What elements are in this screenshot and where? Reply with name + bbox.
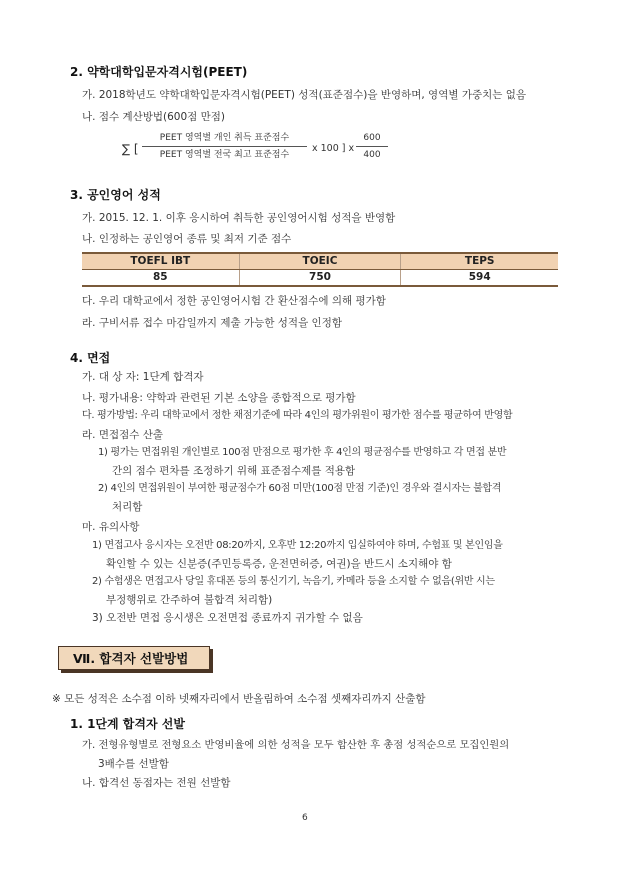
table-header-row: [82, 253, 558, 270]
formula-sigma: ∑ [: [122, 142, 139, 156]
table-cell: 750: [239, 270, 401, 287]
formula-ratio: [356, 132, 388, 161]
interview-item-na: 나. 평가내용: 약학과 관련된 기본 소양을 종합적으로 평가함: [82, 392, 356, 404]
peet-item-na: 나. 점수 계산방법(600점 만점): [82, 111, 226, 123]
interview-item-ga: 가. 대 상 자: 1단계 합격자: [82, 371, 204, 383]
table-cell: 85: [82, 270, 239, 287]
interview-ma-2-cont: 부정행위로 간주하여 불합격 처리함): [106, 594, 273, 606]
table-header: TOEIC: [239, 253, 401, 270]
formula-numerator: PEET 영역별 개인 취득 표준점수: [159, 133, 290, 143]
chapter-title-box: Ⅶ. 합격자 선발방법: [58, 646, 210, 670]
subsection-title-stage1: 1. 1단계 합격자 선발: [70, 717, 185, 731]
fraction-line: [142, 146, 307, 147]
stage1-item-ga-cont: 3배수를 선발함: [98, 758, 169, 770]
english-item-na: 나. 인정하는 공인영어 종류 및 최저 기준 점수: [82, 233, 292, 245]
formula-fraction: [142, 132, 307, 161]
interview-ma-1: 1) 면접고사 응시자는 오전반 08:20까지, 오후반 12:20까지 입실하여야 하며, 수험표 및 본인임을: [92, 540, 503, 551]
section-title-peet: 2. 약학대학입문자격시험(PEET): [70, 65, 248, 79]
interview-ra-2: 2) 4인의 면접위원이 부여한 평균점수가 60점 미만(100점 만점 기준)인 경우와 결시자는 불합격: [98, 483, 502, 494]
interview-ma-3: 3) 오전반 면접 응시생은 오전면접 종료까지 귀가할 수 없음: [92, 612, 363, 624]
interview-ma-2: 2) 수험생은 면접고사 당일 휴대폰 등의 통신기기, 녹음기, 카메라 등을 소지할 수 없음(위반 시는: [92, 576, 495, 587]
table-cell: 594: [401, 270, 558, 287]
section-title-english: 3. 공인영어 성적: [70, 188, 161, 202]
page-number: 6: [302, 813, 308, 823]
rounding-note: ※ 모든 성적은 소수점 이하 넷째자리에서 반올림하여 소수점 셋째자리까지 산출함: [52, 693, 426, 705]
section-title-interview: 4. 면접: [70, 351, 111, 365]
stage1-item-na: 나. 합격선 동점자는 전원 선발함: [82, 777, 231, 789]
english-score-table: [82, 252, 558, 287]
table-row: [82, 270, 558, 287]
english-item-ra: 라. 구비서류 접수 마감일까지 제출 가능한 성적을 인정함: [82, 317, 342, 329]
table-header: TOEFL IBT: [82, 253, 239, 270]
ratio-numerator: 600: [363, 133, 381, 143]
ratio-denominator: 400: [363, 150, 381, 161]
table-header: TEPS: [401, 253, 558, 270]
formula-multiplier: x 100 ] x: [312, 143, 355, 154]
english-item-da: 다. 우리 대학교에서 정한 공인영어시험 간 환산점수에 의해 평가함: [82, 295, 386, 307]
english-item-ga: 가. 2015. 12. 1. 이후 응시하여 취득한 공인영어시험 성적을 반영함: [82, 212, 396, 224]
interview-item-da: 다. 평가방법: 우리 대학교에서 정한 채점기준에 따라 4인의 평가위원이 평가한 점수를 평균하여 반영함: [82, 410, 513, 421]
interview-item-ra: 라. 면접점수 산출: [82, 429, 164, 441]
interview-ma-1-cont: 확인할 수 있는 신분증(주민등록증, 운전면허증, 여권)을 반드시 소지해야 함: [106, 558, 452, 570]
interview-ra-1: 1) 평가는 면접위원 개인별로 100점 만점으로 평가한 후 4인의 평균점수를 반영하고 각 면접 분반: [98, 447, 507, 458]
formula-denominator: PEET 영역별 전국 최고 표준점수: [159, 150, 290, 161]
interview-ra-1-cont: 간의 점수 편차를 조정하기 위해 표준점수제를 적용함: [112, 465, 356, 477]
peet-item-ga: 가. 2018학년도 약학대학입문자격시험(PEET) 성적(표준점수)을 반영하며, 영역별 가중치는 없음: [82, 89, 527, 101]
interview-ra-2-cont: 처리함: [112, 501, 143, 513]
interview-item-ma: 마. 유의사항: [82, 521, 140, 533]
ratio-line: [356, 146, 388, 147]
stage1-item-ga: 가. 전형유형별로 전형요소 반영비율에 의한 성적을 모두 합산한 후 총점 성적순으로 모집인원의: [82, 739, 510, 751]
